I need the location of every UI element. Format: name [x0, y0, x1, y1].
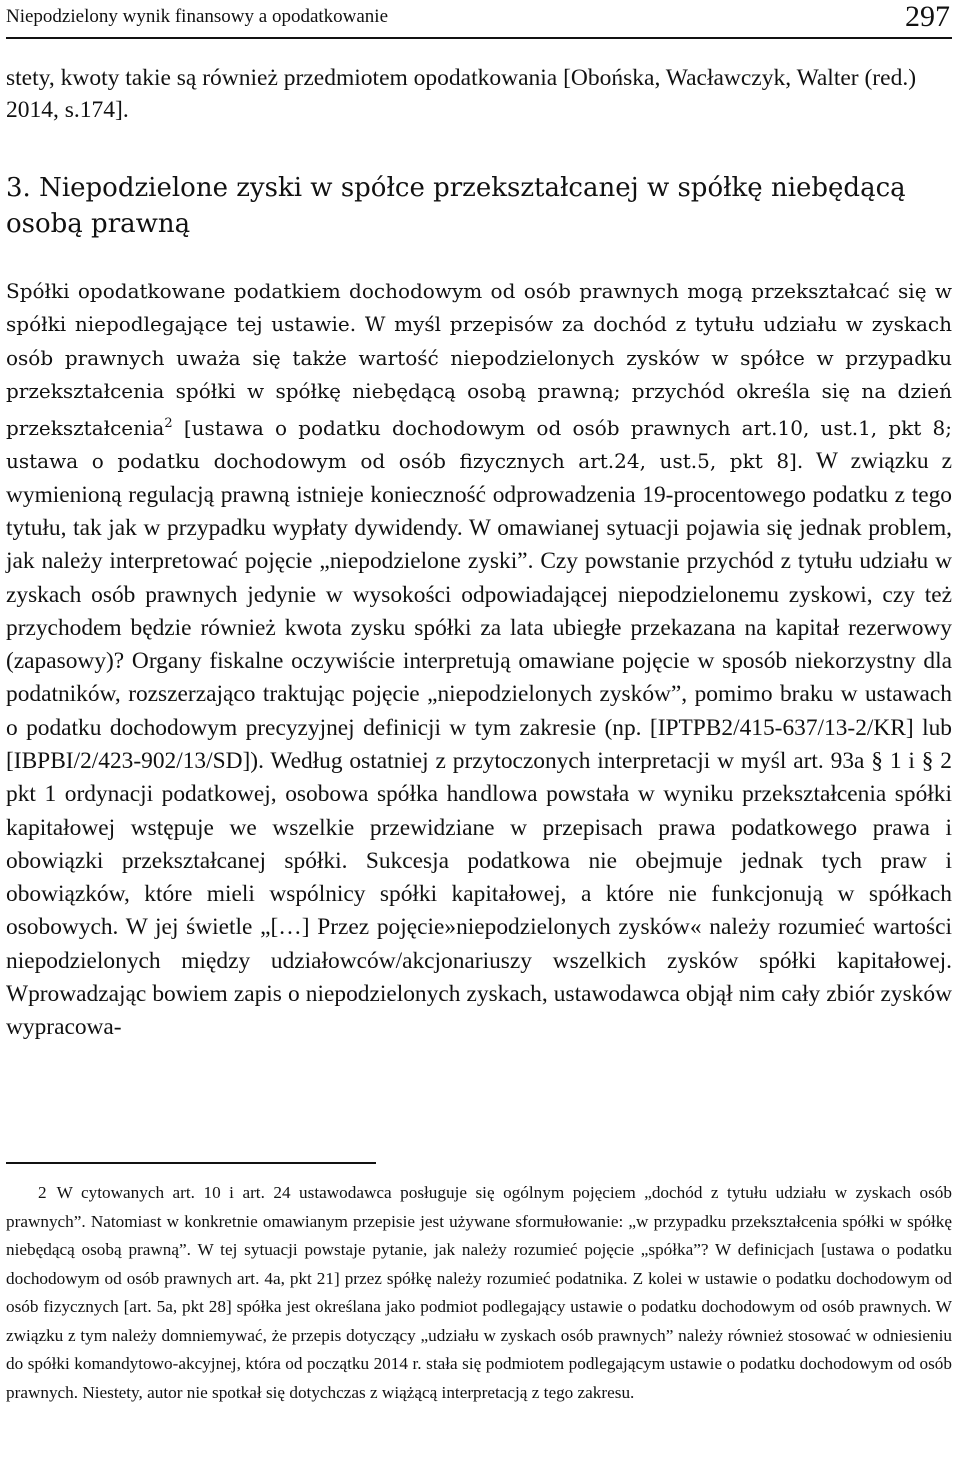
continued-paragraph: stety, kwoty takie są również przedmiotem opodatkowania [Obońska, Wacławczyk, Walter (red.) 2014, s.174].: [6, 65, 917, 123]
body-text-part1: Spółki opodatkowane podatkiem dochodowym od osób prawnych mogą przekształcać się w spółki niepodlegające tej ustawie. W myśl przepisów za dochód z tytułu udziału w zyskach osób prawnych uważa się także wartość niepodzielonych zysków w spółce w przypadku przekształcenia spółki w spółkę niebędącą osobą prawną; przychód określa się na dzień przekształcenia: [6, 279, 952, 441]
footnote-marker: 2: [38, 1183, 47, 1202]
running-head-title: Niepodzielony wynik finansowy a opodatkowanie: [6, 6, 389, 27]
footnote-reference: 2: [164, 416, 173, 432]
footnote-separator: [6, 1162, 376, 1164]
running-header: [6, 0, 956, 34]
section-heading: 3. Niepodzielone zyski w spółce przekształcanej w spółkę niebędącą osobą prawną: [6, 173, 906, 239]
footnote: [6, 1179, 952, 1407]
body-paragraph: [6, 275, 952, 1045]
body-text-part3: W związku z wymienioną regulacją prawną istnieje konieczność odprowadzenia 19-procentowego podatku z tego tytułu, tak jak w przypadku wypłaty dywidendy. W omawianej sytuacji pojawia się jednak problem, jak należy interpretować pojęcie „niepodzielone zyski”. Czy powstanie przychód z tytułu udziału w zyskach osób prawnych jedynie w wysokości odpowiadającej niepodzielonemu zyskowi, czy też przychodem będzie również kwota zysku spółki za lata ubiegłe przekazana na kapitał rezerwowy (zapasowy)? Organy fiskalne oczywiście interpretują omawiane pojęcie w sposób niekorzystny dla podatników, rozszerzająco traktując pojęcie „niepodzielonych zysków”, pomimo braku w ustawach o podatku dochodowym precyzyjnej definicji w tym zakresie (np. [IPTPB2/415-637/13-2/KR] lub [IBPBI/2/423-902/13/SD]). Według ostatniej z przytoczonych interpretacji w myśl art. 93a § 1 i § 2 pkt 1 ordynacji podatkowej, osobowa spółka handlowa powstała w wyniku przekształcenia spółki kapitałowej wstępuje we wszelkie przewidziane w przepisach prawa podatkowego prawa i obowiązki przekształcanej spółki. Sukcesja podatkowa nie obejmuje jednak tych praw i obowiązków, które mieli wspólnicy spółki kapitałowej, a które nie funkcjonują w spółkach osobowych. W jej świetle „[…] Przez pojęcie»niepodzielonych zysków« należy rozumieć wartości niepodzielonych między udziałowców/akcjonariuszy wszelkich zysków spółki kapitałowej. Wprowadzając bowiem zapis o niepodzielonych zyskach, ustawodawca objął nim cały zbiór zysków wypracowa-: [6, 448, 952, 1041]
body-text-part2: [ustawa o podatku dochodowym od osób prawnych art.10, ust.1, pkt 8; ustawa o podatku dochodowym od osób fizycznych art.24, ust.5, pkt 8].: [6, 416, 952, 474]
page-number: 297: [905, 0, 950, 33]
footnote-text: W cytowanych art. 10 i art. 24 ustawodawca posługuje się ogólnym pojęciem „dochód z tytułu udziału w zyskach osób prawnych”. Natomiast w konkretnie omawianym przepisie jest używane sformułowanie: „w przypadku przekształcenia spółki w spółkę niebędącą osobą prawną”. W tej sytuacji powstaje pytanie, jak należy rozumieć pojęcie „spółka”? W definicjach [ustawa o podatku dochodowym od osób prawnych art. 4a, pkt 21] przez spółkę należy rozumieć podatnika. Z kolei w ustawie o podatku dochodowym od osób fizycznych [art. 5a, pkt 28] spółka jest określana jako podmiot podlegający ustawie o podatku dochodowym od osób prawnych. W związku z tym należy domniemywać, że przepis dotyczący „udziału w zyskach osób prawnych” należy również stosować w odniesieniu do spółki komandytowo-akcyjnej, która od początku 2014 r. stała się podmiotem podlegającym ustawie o podatku dochodowym od osób prawnych. Niestety, autor nie spotkał się dotychczas z wiążącą interpretacją z tego zakresu.: [6, 1183, 952, 1402]
header-rule: [6, 37, 952, 39]
